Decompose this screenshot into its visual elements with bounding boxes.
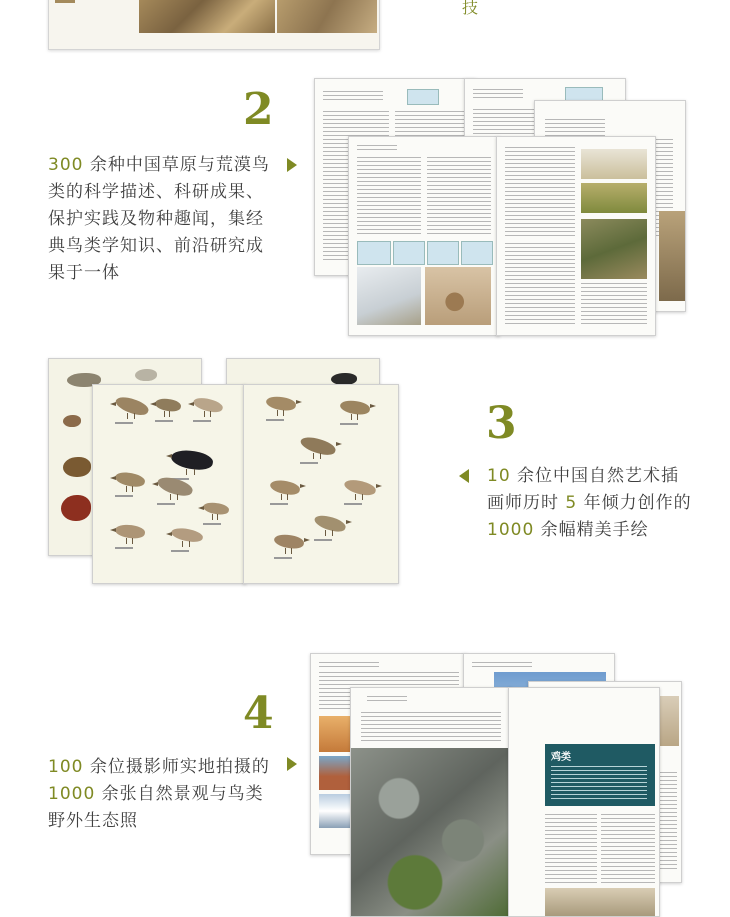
bird-beak	[110, 476, 116, 480]
bird-leg	[170, 494, 171, 500]
description-line	[48, 260, 283, 287]
description-line	[48, 179, 283, 206]
bird-leg	[132, 486, 133, 492]
description-line	[48, 206, 283, 233]
photo-snow-bird	[357, 267, 421, 325]
section-4-arrow-icon	[287, 757, 297, 771]
section-heading-box	[545, 744, 655, 806]
description-text: 类的科学描述、科研成果、	[48, 182, 264, 202]
bird-leg	[177, 494, 178, 500]
bird-beak	[166, 454, 172, 458]
bird-leg	[351, 414, 352, 420]
bird-beak	[296, 400, 302, 404]
section-3-illustration-spread	[48, 358, 398, 583]
description-text: 画师历时	[487, 493, 566, 513]
bird-leg	[355, 494, 356, 500]
bird-leg	[332, 530, 333, 536]
bird-leg	[182, 541, 183, 547]
bird-illustration	[114, 470, 146, 489]
bird-beak	[198, 506, 204, 510]
bird-caption	[115, 547, 133, 549]
bird-beak	[152, 482, 158, 486]
bird-leg	[285, 548, 286, 554]
description-text: 余幅精美手绘	[534, 520, 649, 540]
highlight-number: 100	[48, 757, 84, 777]
bird-illustration	[114, 394, 151, 419]
description-text: 年倾力创作的	[577, 493, 692, 513]
description-text: 余种中国草原与荒漠鸟	[83, 155, 270, 175]
book-page-front-right	[496, 136, 656, 336]
bird-beak	[110, 402, 116, 406]
plate-page-front-right	[243, 384, 399, 584]
top-fragment-photo-2	[277, 0, 377, 33]
top-fragment-illustration	[48, 0, 380, 50]
bird-leg	[132, 538, 133, 544]
section-2-description	[48, 152, 283, 287]
description-line	[487, 490, 707, 517]
section-3-arrow-icon	[459, 469, 469, 483]
plate-page-front-left	[92, 384, 246, 584]
bird-leg	[283, 410, 284, 416]
section-4-number: 4	[243, 688, 274, 739]
bird-illustration	[202, 501, 230, 516]
highlight-number: 10	[487, 466, 511, 486]
photo-lark	[425, 267, 491, 325]
bird-leg	[126, 538, 127, 544]
highlight-number: 1000	[48, 784, 96, 804]
bird-leg	[281, 494, 282, 500]
bird-illustration	[299, 434, 338, 458]
description-text: 保护实践及物种趣闻，集经	[48, 209, 264, 229]
highlight-number: 5	[565, 493, 578, 513]
bird-beak	[304, 538, 310, 542]
bird-illustration	[273, 532, 305, 550]
bird-caption	[344, 503, 362, 505]
bird-caption	[157, 503, 175, 505]
section-3-description	[487, 463, 707, 544]
highlight-number: 1000	[487, 520, 535, 540]
bird-caption	[115, 422, 133, 424]
description-text: 余位摄影师实地拍摄的	[83, 757, 270, 777]
bird-caption	[266, 419, 284, 421]
bird-caption	[203, 523, 221, 525]
book-page-front-left	[350, 687, 512, 917]
bird-leg	[194, 469, 195, 475]
photo-grass	[581, 183, 647, 213]
bird-caption	[171, 550, 189, 552]
description-text: 野外生态照	[48, 811, 138, 831]
description-line	[48, 152, 283, 179]
bird-leg	[169, 411, 170, 417]
bird-leg	[313, 453, 314, 459]
bird-caption	[193, 420, 211, 422]
bird-illustration	[269, 478, 301, 497]
bird-caption	[115, 495, 133, 497]
bird-leg	[362, 494, 363, 500]
description-text: 余张自然景观与鸟类	[95, 784, 264, 804]
bird-leg	[217, 514, 218, 520]
bird-leg	[164, 411, 165, 417]
description-line	[48, 781, 283, 808]
bird-beak	[300, 484, 306, 488]
bird-illustration	[154, 397, 182, 413]
bird-caption	[274, 557, 292, 559]
bird-beak	[150, 402, 156, 406]
description-text: 果于一体	[48, 263, 120, 283]
book-page-front-right	[508, 687, 660, 917]
top-fragment-char: 技	[462, 0, 479, 17]
bird-caption	[314, 539, 332, 541]
bird-illustration	[339, 398, 371, 416]
bird-beak	[166, 532, 172, 536]
description-text: 余位中国自然艺术插	[510, 466, 680, 486]
photo-rocky-cliff	[351, 748, 511, 916]
bird-illustration	[170, 447, 214, 472]
bird-leg	[325, 530, 326, 536]
bird-beak	[376, 484, 382, 488]
bird-leg	[357, 414, 358, 420]
bird-illustration	[343, 477, 377, 498]
bird-caption	[300, 462, 318, 464]
top-fragment-photo	[139, 0, 275, 33]
highlight-number: 300	[48, 155, 84, 175]
bird-leg	[287, 494, 288, 500]
description-text: 典鸟类学知识、前沿研究成	[48, 236, 264, 256]
description-line	[48, 808, 283, 835]
bird-beak	[346, 520, 352, 524]
bird-leg	[189, 541, 190, 547]
bird-leg	[277, 410, 278, 416]
section-2-book-spread	[314, 78, 684, 336]
bird-illustration	[114, 523, 146, 540]
section-4-description	[48, 754, 283, 835]
bird-caption	[155, 420, 173, 422]
section-2-number: 2	[243, 84, 274, 135]
section-4-book-spread	[310, 653, 682, 915]
description-line	[48, 754, 283, 781]
section-3-number: 3	[486, 398, 517, 449]
description-line	[48, 233, 283, 260]
book-page-front-left	[348, 136, 500, 336]
bird-leg	[291, 548, 292, 554]
bird-illustration	[170, 526, 204, 544]
bird-leg	[134, 413, 135, 419]
bird-illustration	[313, 512, 347, 534]
photo-bird-field	[581, 149, 647, 179]
bird-leg	[210, 411, 211, 417]
top-fragment-thumb	[55, 0, 75, 3]
bird-leg	[212, 514, 213, 520]
section-2-arrow-icon	[287, 158, 297, 172]
bird-leg	[186, 469, 187, 475]
bird-caption	[270, 503, 288, 505]
bird-beak	[110, 528, 116, 532]
bird-illustration	[265, 394, 297, 412]
description-line	[487, 463, 707, 490]
description-line	[487, 517, 707, 544]
bird-beak	[370, 404, 376, 408]
bird-beak	[336, 442, 342, 446]
bird-leg	[320, 453, 321, 459]
bird-beak	[188, 402, 194, 406]
bird-illustration	[192, 395, 224, 414]
photo-partridges	[545, 888, 655, 916]
section-heading: 鸡类	[551, 752, 571, 763]
bird-leg	[204, 411, 205, 417]
bird-leg	[126, 486, 127, 492]
bird-leg	[127, 413, 128, 419]
bird-caption	[340, 423, 358, 425]
photo-grassland	[581, 219, 647, 279]
